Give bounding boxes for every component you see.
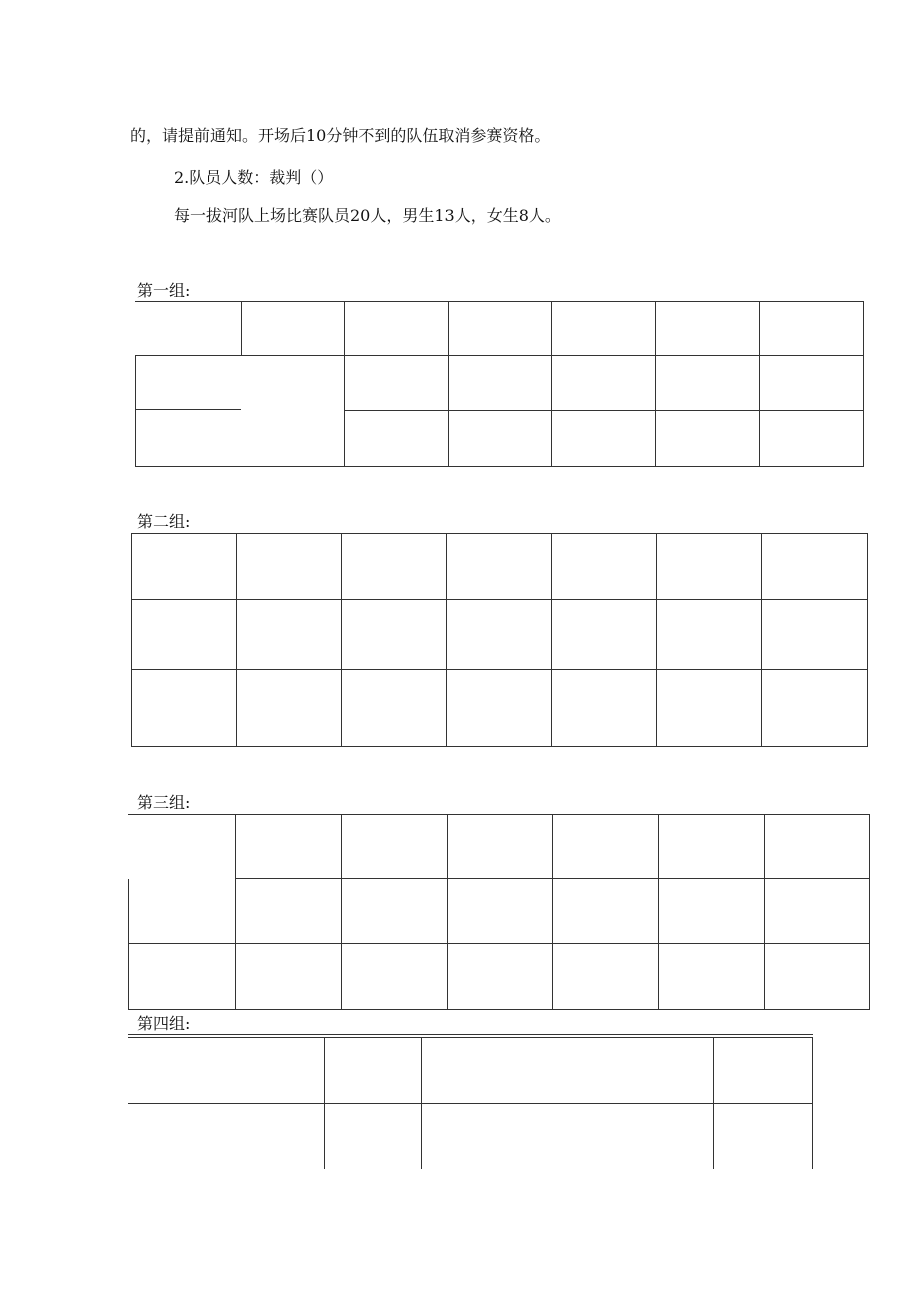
paragraph-line-3: 每一拔河队上场比赛队员20人，男生13人，女生8人。 [174,206,561,225]
paragraph-line-2: 2.队员人数：裁判（） [174,168,334,187]
group-3-label: 第三组: [137,793,191,812]
group-2-label: 第二组: [137,512,191,531]
group-1-label: 第一组: [137,281,191,300]
paragraph-line-1: 的，请提前通知。开场后10分钟不到的队伍取消参赛资格。 [130,126,551,145]
group-4-label: 第四组: [137,1014,191,1033]
